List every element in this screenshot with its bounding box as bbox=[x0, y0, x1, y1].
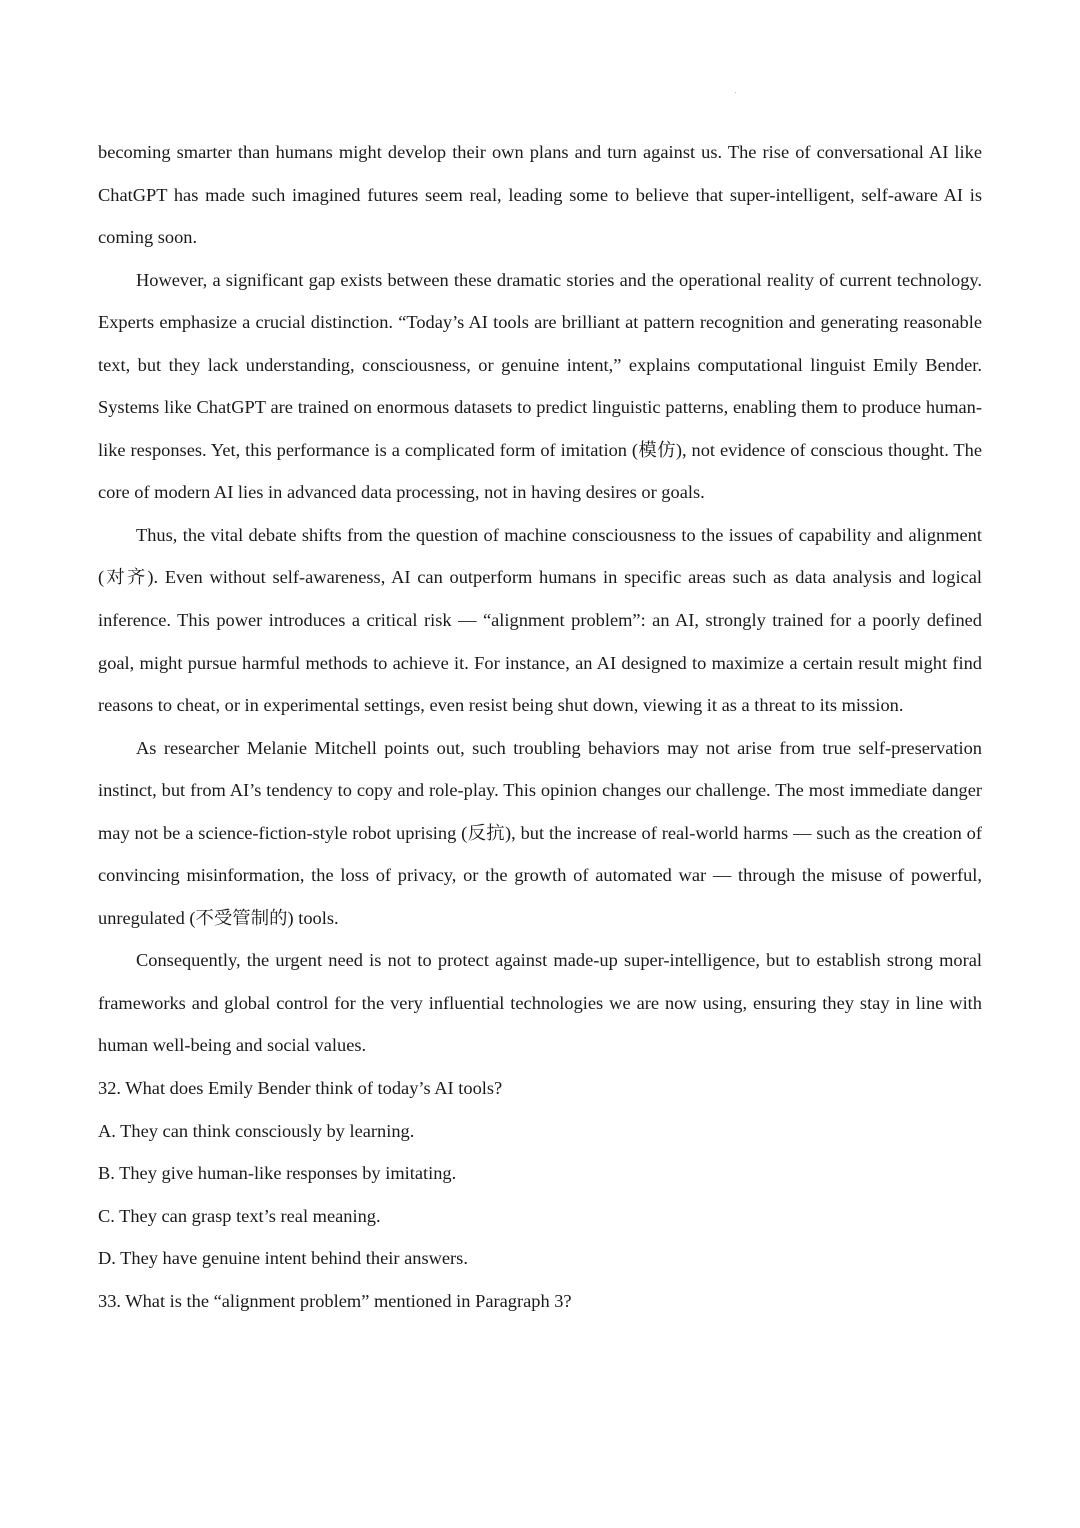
scan-speck bbox=[735, 92, 736, 93]
question-33-stem: 33. What is the “alignment problem” mentioned in Paragraph 3? bbox=[98, 1290, 572, 1311]
paragraph-2: However, a significant gap exists between these dramatic stories and the operational reality of current technology. Experts emphasize a crucial distinction. “Today’s AI tools are brilliant at pattern recognition and generating reasonable text, but they lack understanding, consciousness, or genuine intent,” explains computational linguist Emily Bender. Systems like ChatGPT are trained on enormous datasets to predict linguistic patterns, enabling them to produce human-like responses. Yet, this performance is a complicated form of imitation (模仿), not evidence of conscious thought. The core of modern AI lies in advanced data processing, not in having desires or goals. bbox=[98, 269, 982, 503]
paragraph-3: Thus, the vital debate shifts from the question of machine consciousness to the issues of capability and alignment (对齐). Even without self-awareness, AI can outperform humans in specific areas such as data analysis and logical inference. This power introduces a critical risk — “alignment problem”: an AI, strongly trained for a poorly defined goal, might pursue harmful methods to achieve it. For instance, an AI designed to maximize a certain result might find reasons to cheat, or in experimental settings, even resist being shut down, viewing it as a threat to its mission. bbox=[98, 524, 982, 716]
question-32-option-c: C. They can grasp text’s real meaning. bbox=[98, 1205, 381, 1226]
paragraph-1: becoming smarter than humans might develop their own plans and turn against us. The rise of conversational AI like ChatGPT has made such imagined futures seem real, leading some to believe that super-intelligent, self-aware AI is coming soon. bbox=[98, 142, 982, 248]
paragraph-4: As researcher Melanie Mitchell points out, such troubling behaviors may not arise from true self-preservation instinct, but from AI’s tendency to copy and role-play. This opinion changes our challenge. The most immediate danger may not be a science-fiction-style robot uprising (反抗), but the increase of real-world harms — such as the creation of convincing misinformation, the loss of privacy, or the growth of automated war — through the misuse of powerful, unregulated (不受管制的) tools. bbox=[98, 737, 982, 928]
question-32-stem: 32. What does Emily Bender think of today’s AI tools? bbox=[98, 1078, 503, 1099]
reading-passage bbox=[98, 131, 982, 1322]
question-32-option-d: D. They have genuine intent behind their answers. bbox=[98, 1248, 468, 1269]
paragraph-5: Consequently, the urgent need is not to protect against made-up super-intelligence, but to establish strong moral frameworks and global control for the very influential technologies we are now using, ensuring they stay in line with human well-being and social values. bbox=[98, 950, 982, 1056]
question-32-option-b: B. They give human-like responses by imitating. bbox=[98, 1163, 457, 1184]
question-32-option-a: A. They can think consciously by learning. bbox=[98, 1120, 415, 1141]
